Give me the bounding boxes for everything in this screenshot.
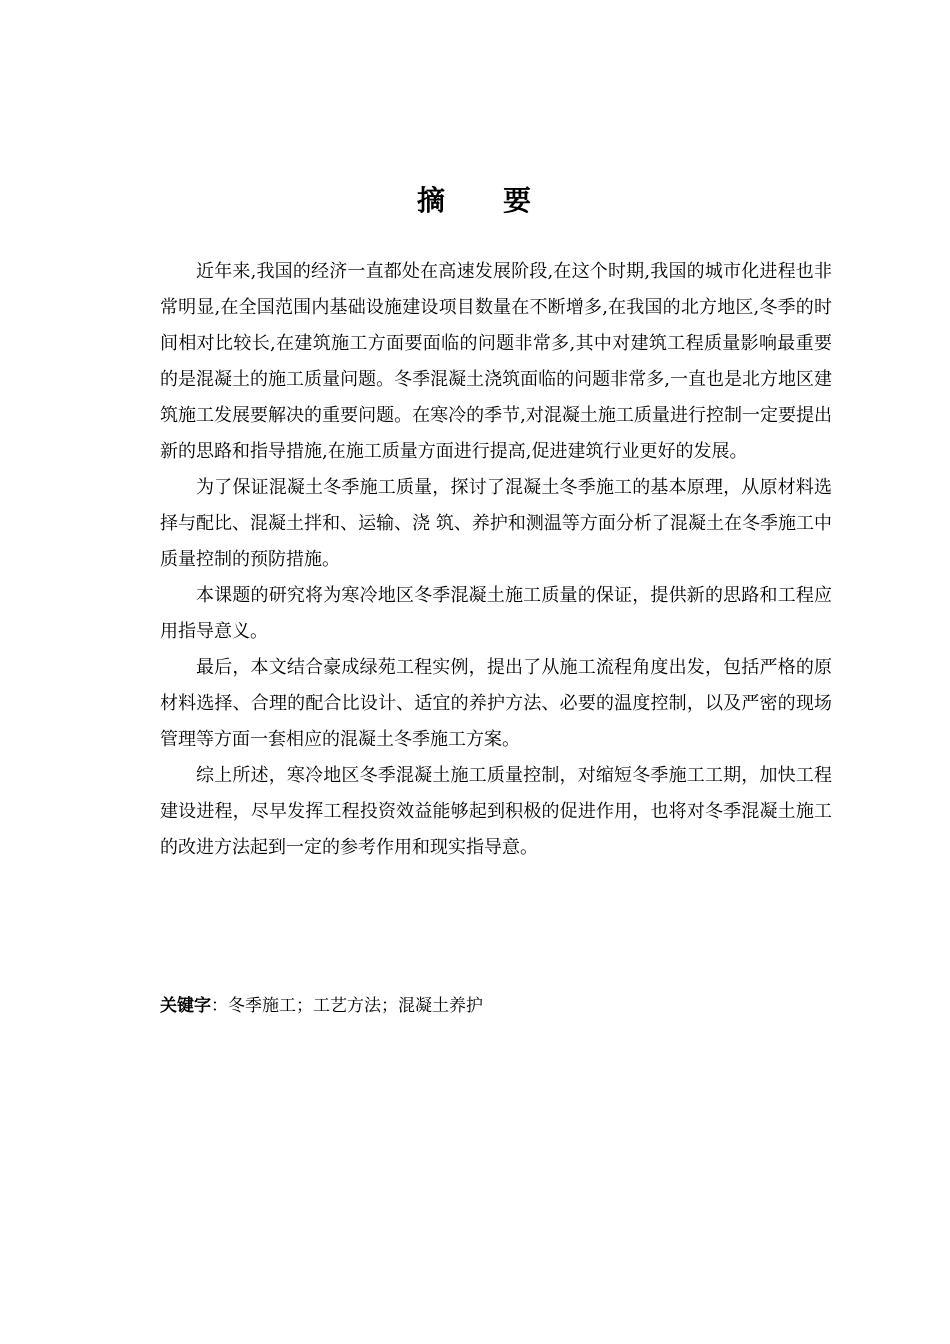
title-char-2: 要 bbox=[503, 184, 534, 217]
keywords-label: 关键字 bbox=[160, 996, 211, 1016]
abstract-body bbox=[160, 254, 832, 866]
keywords-line bbox=[160, 989, 832, 1023]
page-title bbox=[0, 183, 950, 219]
keywords-value: 冬季施工；工艺方法；混凝土养护 bbox=[228, 996, 483, 1016]
title-char-1: 摘 bbox=[416, 184, 447, 217]
abstract-paragraph-4: 最后，本文结合豪成绿苑工程实例，提出了从施工流程角度出发，包括严格的原材料选择、合理的配合比设计、适宜的养护方法、必要的温度控制，以及严密的现场管理等方面一套相应的混凝土冬季施工方案。 bbox=[160, 657, 832, 750]
abstract-paragraph-2: 为了保证混凝土冬季施工质量，探讨了混凝土冬季施工的基本原理，从原材料选择与配比、混凝土拌和、运输、浇 筑、养护和测温等方面分析了混凝土在冬季施工中质量控制的预防措施。 bbox=[160, 477, 832, 570]
keywords-separator: ： bbox=[211, 996, 228, 1016]
abstract-paragraph-1: 近年来,我国的经济一直都处在高速发展阶段,在这个时期,我国的城市化进程也非常明显,在全国范围内基础设施建设项目数量在不断增多,在我国的北方地区,冬季的时间相对比较长,在建筑施工方面要面临的问题非常多,其中对建筑工程质量影响最重要的是混凝土的施工质量问题。冬季混凝土浇筑面临的问题非常多,一直也是北方地区建筑施工发展要解决的重要问题。在寒冷的季节,对混凝土施工质量进行控制一定要提出新的思路和指导措施,在施工质量方面进行提高,促进建筑行业更好的发展。 bbox=[160, 261, 832, 462]
abstract-paragraph-5: 综上所述，寒冷地区冬季混凝土施工质量控制，对缩短冬季施工工期，加快工程建设进程，尽早发挥工程投资效益能够起到积极的促进作用，也将对冬季混凝土施工的改进方法起到一定的参考作用和现实指导意。 bbox=[160, 765, 832, 858]
abstract-paragraph-3: 本课题的研究将为寒冷地区冬季混凝土施工质量的保证，提供新的思路和工程应用指导意义。 bbox=[160, 585, 832, 642]
